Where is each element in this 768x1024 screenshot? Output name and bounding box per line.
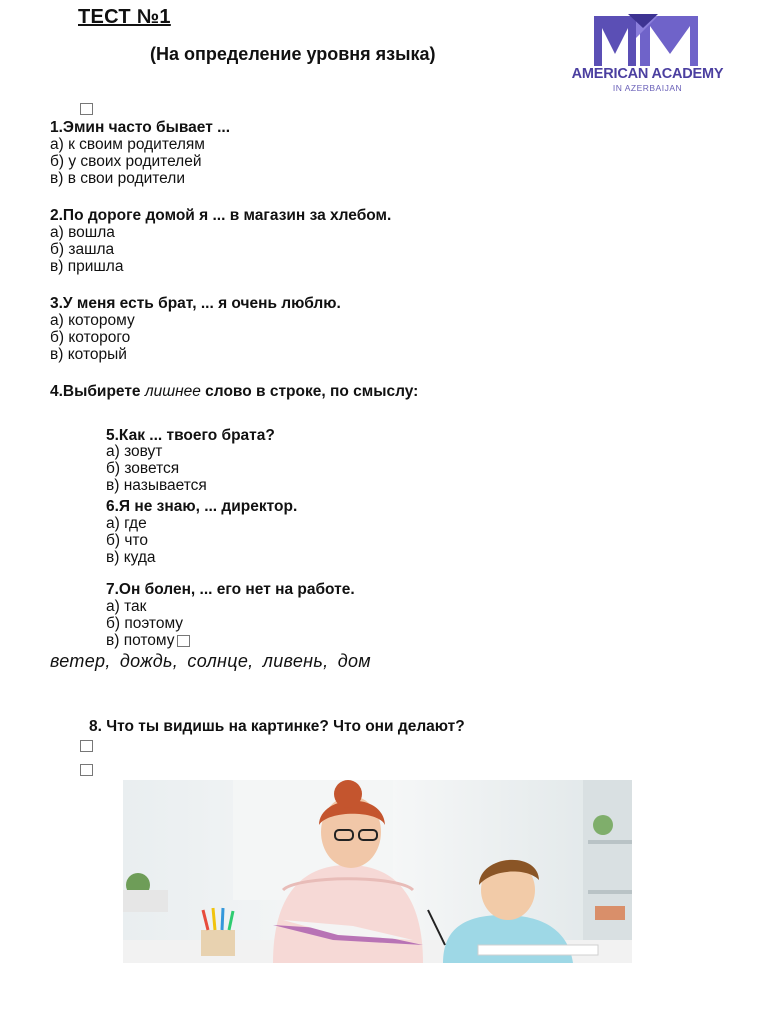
option-a: а) где xyxy=(106,515,147,532)
option-c: в) куда xyxy=(106,549,156,566)
option-c: в) пришла xyxy=(50,258,124,275)
teacher-child-illustration xyxy=(123,780,632,963)
question-5: 5.Как ... твоего брата? xyxy=(106,427,275,444)
page-subtitle: (На определение уровня языка) xyxy=(150,44,436,64)
option-a: а) вошла xyxy=(50,224,115,241)
option-c: в) который xyxy=(50,346,127,363)
logo-emblem-icon xyxy=(540,14,755,66)
option-a: а) зовут xyxy=(106,443,163,460)
option-a: а) которому xyxy=(50,312,135,329)
question-7-options xyxy=(106,598,190,649)
option-c xyxy=(106,632,190,649)
question-2: 2.По дороге домой я ... в магазин за хлебом. xyxy=(50,207,392,224)
question-3: 3.У меня есть брат, ... я очень люблю. xyxy=(50,295,341,312)
question-3-options xyxy=(50,312,135,363)
logo-name: AMERICAN ACADEMY xyxy=(571,66,724,82)
question-7: 7.Он болен, ... его нет на работе. xyxy=(106,581,355,598)
question-5-options xyxy=(106,443,207,494)
question-1: 1.Эмин часто бывает ... xyxy=(50,119,231,136)
empty-box xyxy=(80,764,93,776)
empty-box xyxy=(80,740,93,752)
option-b: б) зовется xyxy=(106,460,180,477)
option-c: в) называется xyxy=(106,477,207,494)
logo-subname: IN AZERBAIJAN xyxy=(612,83,683,93)
question-4 xyxy=(50,383,418,400)
question-4-prefix: 4.Выбирете xyxy=(50,383,145,400)
empty-box xyxy=(80,103,93,115)
academy-logo xyxy=(540,14,755,94)
option-a: а) так xyxy=(106,598,147,615)
empty-box xyxy=(177,635,190,647)
option-b: б) зашла xyxy=(50,241,115,258)
option-b: б) поэтому xyxy=(106,615,184,632)
question-1-options xyxy=(50,136,205,187)
word-line: ветер, дождь, солнце, ливень, дом xyxy=(50,651,371,671)
study-photo xyxy=(123,780,632,963)
option-b: б) что xyxy=(106,532,148,549)
question-4-suffix: слово в строке, по смыслу: xyxy=(200,383,419,400)
question-8: 8. Что ты видишь на картинке? Что они делают? xyxy=(89,718,465,735)
question-4-italic: лишнее xyxy=(144,383,201,400)
question-6: 6.Я не знаю, ... директор. xyxy=(106,498,298,515)
option-b: б) у своих родителей xyxy=(50,153,202,170)
option-a: а) к своим родителям xyxy=(50,136,205,153)
option-c-label: в) потому xyxy=(106,632,175,649)
option-c: в) в свои родители xyxy=(50,170,185,187)
question-2-options xyxy=(50,224,123,275)
option-b: б) которого xyxy=(50,329,131,346)
page-title: ТЕСТ №1 xyxy=(78,6,171,28)
question-6-options xyxy=(106,515,156,566)
